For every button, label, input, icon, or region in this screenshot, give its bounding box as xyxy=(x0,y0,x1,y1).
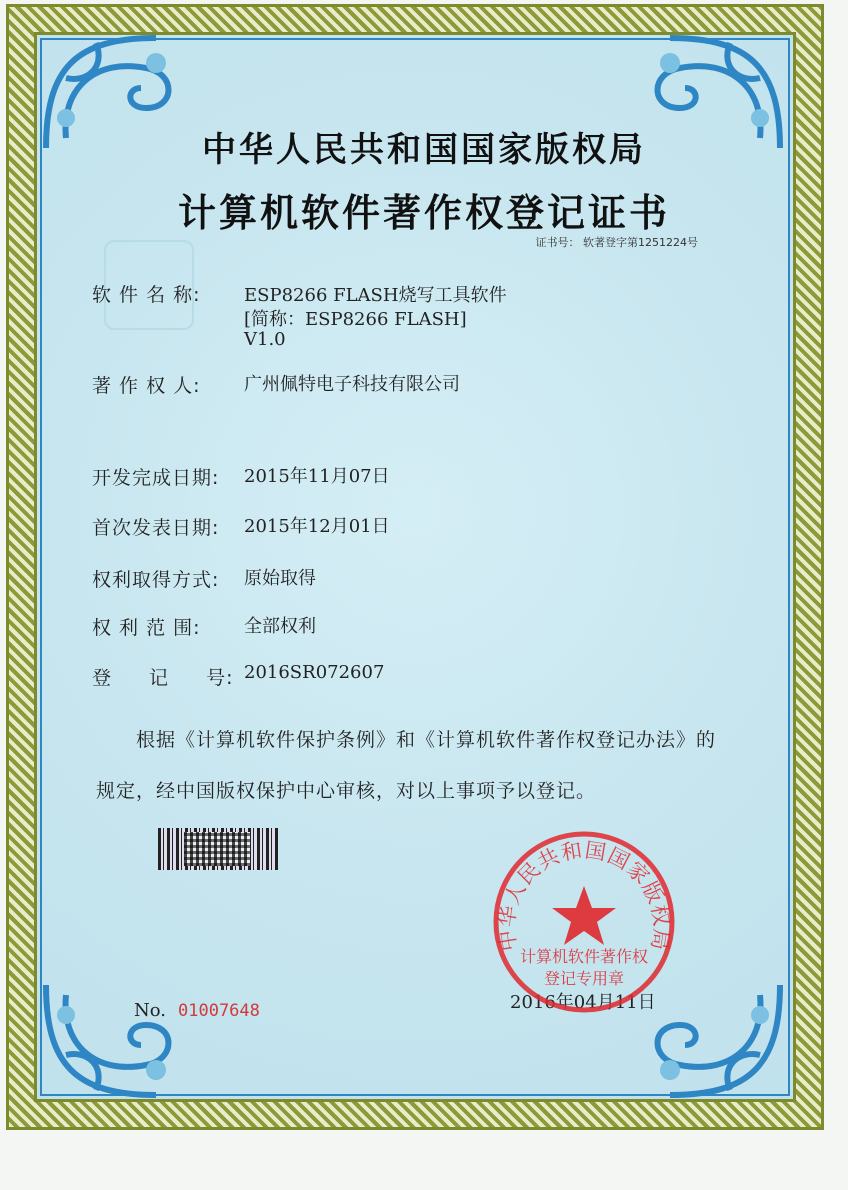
certificate-number: 证书号： 软著登字第1251224号 xyxy=(535,236,698,249)
rights-scope-value: 全部权利 xyxy=(244,616,316,637)
dev-date-value: 2015年11月07日 xyxy=(244,466,390,487)
issue-date: 2016年04月11日 xyxy=(510,992,656,1013)
dev-date-label: 开发完成日期: xyxy=(92,467,220,489)
software-name-label: 软 件 名 称: xyxy=(92,284,201,306)
publish-date-value: 2015年12月01日 xyxy=(244,516,390,537)
seal-star-icon xyxy=(552,886,616,945)
certificate-title: 计算机软件著作权登记证书 xyxy=(177,191,670,235)
qr-code xyxy=(184,832,250,866)
seal-outer-text: 中华人民共和国国家版权局 xyxy=(494,838,674,953)
software-version: V1.0 xyxy=(244,329,286,350)
acquire-method-label: 权利取得方式: xyxy=(92,569,220,591)
seal-inner-line-2: 登记专用章 xyxy=(543,969,625,988)
serial-label: No. xyxy=(134,1000,166,1021)
software-short-name: [简称：ESP8266 FLASH] xyxy=(244,309,467,330)
acquire-method-value: 原始取得 xyxy=(244,568,316,589)
software-name-value: ESP8266 FLASH烧写工具软件 xyxy=(244,285,507,306)
publish-date-label: 首次发表日期: xyxy=(92,517,220,539)
owner-value: 广州佩特电子科技有限公司 xyxy=(244,374,460,395)
serial-number: 01007648 xyxy=(178,1001,260,1021)
owner-label: 著 作 权 人: xyxy=(92,375,201,397)
registration-number-label: 登 记 号: xyxy=(92,667,234,689)
rights-scope-label: 权 利 范 围: xyxy=(92,617,201,639)
registration-number-value: 2016SR072607 xyxy=(244,662,385,683)
issuing-agency-title: 中华人民共和国国家版权局 xyxy=(202,130,646,170)
official-seal xyxy=(490,828,678,1016)
statement-line-1: 根据《计算机软件保护条例》和《计算机软件著作权登记办法》的 xyxy=(136,729,717,751)
seal-inner-line-1: 计算机软件著作权 xyxy=(519,947,649,966)
statement-line-2: 规定，经中国版权保护中心审核，对以上事项予以登记。 xyxy=(96,780,597,802)
corner-ornament-bottom-left xyxy=(36,975,196,1105)
